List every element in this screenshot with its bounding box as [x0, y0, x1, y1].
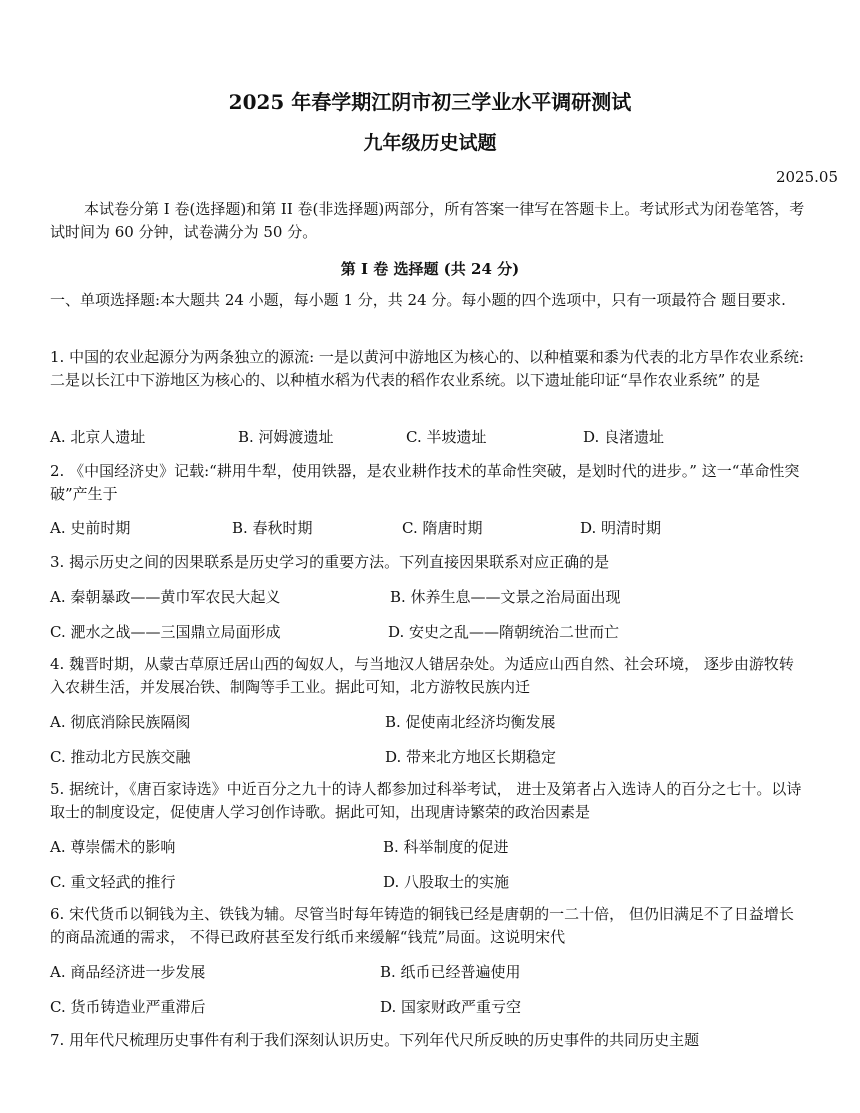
- question-2-stem: 2. 《中国经济史》记载:“耕用牛犁，使用铁器，是农业耕作技术的革命性突破，是划时代的进步。” 这一“革命性突破”产生于: [50, 462, 800, 503]
- question-1-stem: 1. 中国的农业起源分为两条独立的源流: 一是以黄河中游地区为核心的、以种植粟和黍为代表的北方旱作农业系统:二是以长江中下游地区为核心的、以种植水稻为代表的稻作农业系统。以下遗址能印证“旱作农业系统” 的是: [50, 348, 804, 389]
- question-1-option-d[interactable]: D. 良渚遗址: [583, 428, 665, 446]
- question-6-option-c[interactable]: C. 货币铸造业严重滞后: [50, 998, 206, 1016]
- question-2-option-d[interactable]: D. 明清时期: [580, 519, 662, 537]
- question-5-option-b[interactable]: B. 科举制度的促进: [383, 838, 509, 856]
- question-1-option-a[interactable]: A. 北京人遗址: [50, 428, 146, 446]
- question-3-stem: 3. 揭示历史之间的因果联系是历史学习的重要方法。下列直接因果联系对应正确的是: [50, 553, 610, 571]
- exam-date: 2025.05: [775, 168, 838, 186]
- question-5-option-c[interactable]: C. 重文轻武的推行: [50, 873, 176, 891]
- question-3-option-d[interactable]: D. 安史之乱——隋朝统治二世而亡: [388, 623, 620, 641]
- question-7-stem: 7. 用年代尺梳理历史事件有利于我们深刻认识历史。下列年代尺所反映的历史事件的共同历史主题: [50, 1031, 700, 1049]
- question-2-option-b[interactable]: B. 春秋时期: [232, 519, 313, 537]
- question-6-option-d[interactable]: D. 国家财政严重亏空: [380, 998, 522, 1016]
- question-6-stem: 6. 宋代货币以铜钱为主、铁钱为辅。尽管当时每年铸造的铜钱已经是唐朝的一二十倍， 但仍旧满足不了日益增长的商品流通的需求， 不得已政府甚至发行纸币来缓解“钱荒”局面。这说明宋代: [50, 905, 794, 946]
- section-title: 第 I 卷 选择题 (共 24 分): [340, 260, 520, 278]
- question-3-option-a[interactable]: A. 秦朝暴政——黄巾军农民大起义: [50, 588, 281, 606]
- question-6-option-b[interactable]: B. 纸币已经普遍使用: [380, 963, 521, 981]
- intro-paragraph: 本试卷分第 I 卷(选择题)和第 II 卷(非选择题)两部分，所有答案一律写在答题卡上。考试形式为闭卷笔答，考试时间为 60 分钟，试卷满分为 50 分。: [50, 200, 805, 241]
- question-5-option-a[interactable]: A. 尊崇儒术的影响: [50, 838, 176, 856]
- question-1-option-b[interactable]: B. 河姆渡遗址: [238, 428, 334, 446]
- question-5-option-d[interactable]: D. 八股取士的实施: [383, 873, 510, 891]
- question-2-option-c[interactable]: C. 隋唐时期: [402, 519, 483, 537]
- exam-subtitle: 九年级历史试题: [363, 132, 497, 154]
- question-1-option-c[interactable]: C. 半坡遗址: [406, 428, 487, 446]
- question-3-option-c[interactable]: C. 淝水之战——三国鼎立局面形成: [50, 623, 281, 641]
- question-5-stem: 5. 据统计，《唐百家诗选》中近百分之九十的诗人都参加过科举考试， 进士及第者占入选诗人的百分之七十。以诗取士的制度设定，促使唐人学习创作诗歌。据此可知，出现唐诗繁荣的政治因素是: [50, 780, 802, 821]
- question-3-option-b[interactable]: B. 休养生息——文景之治局面出现: [390, 588, 621, 606]
- section-instructions: 一、单项选择题:本大题共 24 小题，每小题 1 分，共 24 分。每小题的四个选项中，只有一项最符合 题目要求.: [50, 291, 786, 309]
- question-4-option-c[interactable]: C. 推动北方民族交融: [50, 748, 191, 766]
- question-4-option-a[interactable]: A. 彻底消除民族隔阂: [50, 713, 191, 731]
- question-4-option-d[interactable]: D. 带来北方地区长期稳定: [385, 748, 557, 766]
- question-4-option-b[interactable]: B. 促使南北经济均衡发展: [385, 713, 556, 731]
- question-6-option-a[interactable]: A. 商品经济进一步发展: [50, 963, 206, 981]
- question-2-option-a[interactable]: A. 史前时期: [50, 519, 131, 537]
- question-4-stem: 4. 魏晋时期，从蒙古草原迁居山西的匈奴人，与当地汉人错居杂处。为适应山西自然、社会环境， 逐步由游牧转入农耕生活，并发展冶铁、制陶等手工业。据此可知，北方游牧民族内迁: [50, 655, 794, 696]
- exam-title: 2025 年春学期江阴市初三学业水平调研测试: [228, 90, 632, 114]
